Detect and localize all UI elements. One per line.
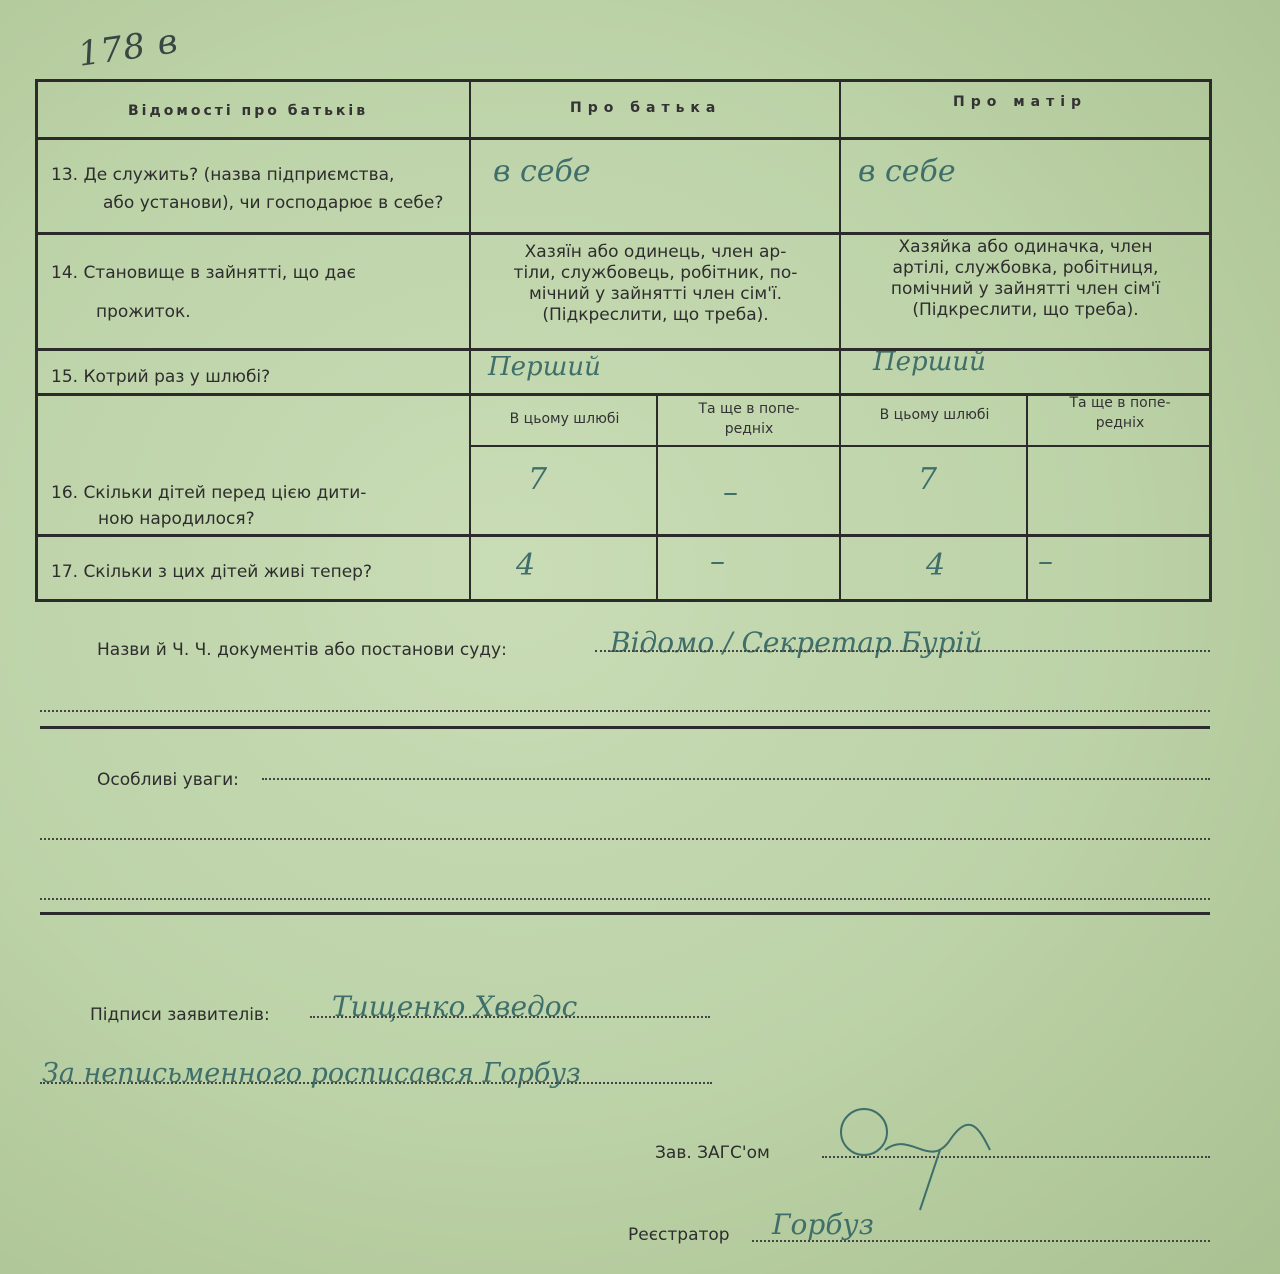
- subheader-this-marriage-mother: В цьому шлюбі: [879, 407, 990, 423]
- subheader-this-marriage-father: В цьому шлюбі: [509, 411, 620, 427]
- q13-line1: 13. Де служить? (назва підприємства,: [51, 165, 395, 185]
- signatures-value: Тищенко Хведос: [332, 990, 578, 1023]
- q17-father-this: 4: [516, 548, 536, 583]
- table-rule: [38, 232, 1209, 235]
- subheader-previous-line2: редніх: [1095, 415, 1145, 431]
- subheader-previous-line1: Та ще в попе-: [1069, 395, 1171, 411]
- q17-mother-previous: –: [1038, 544, 1053, 579]
- table-col-divider: [469, 82, 471, 599]
- header-father: Про батька: [570, 100, 722, 116]
- table-rule: [38, 137, 1209, 140]
- subheader-previous-line1: Та ще в попе-: [698, 401, 800, 417]
- q15-mother-answer: Перший: [873, 347, 986, 377]
- q15-father-answer: Перший: [488, 352, 601, 382]
- table-col-divider: [1026, 393, 1028, 599]
- subheader-previous-line2: редніх: [724, 421, 774, 437]
- registrar-dotted-line: [752, 1240, 1210, 1242]
- remarks-dotted-line: [40, 898, 1210, 900]
- illiterate-signature-note: За неписьменного росписався Горбуз: [42, 1058, 581, 1089]
- parents-info-table: [35, 79, 1212, 602]
- q14-line2: прожиток.: [96, 302, 191, 322]
- documents-label: Назви й Ч. Ч. документів або постанови суду:: [97, 640, 507, 660]
- registrar-label: Реєстратор: [628, 1225, 730, 1245]
- q16-father-this: 7: [528, 462, 548, 497]
- q14-father-options: [478, 242, 833, 326]
- q15-question: 15. Котрий раз у шлюбі?: [51, 367, 271, 387]
- head-zags-label: Зав. ЗАГС'ом: [655, 1143, 770, 1163]
- head-signature-scribble: [880, 1110, 1000, 1220]
- q14-mother-option: помічний у зайнятті член сім'ї: [890, 279, 1161, 299]
- remarks-label: Особливі уваги:: [97, 770, 239, 790]
- q17-mother-this: 4: [926, 548, 946, 583]
- q14-line1: 14. Становище в зайнятті, що дає: [51, 263, 357, 283]
- q13-father-answer: в себе: [493, 154, 591, 189]
- table-rule: [38, 534, 1209, 537]
- q16-line1: 16. Скільки дітей перед цією дити-: [51, 483, 367, 503]
- q14-mother-option: (Підкреслити, що треба).: [912, 300, 1139, 320]
- subheader-previous-father: [660, 399, 838, 439]
- q17-father-previous: –: [710, 544, 725, 579]
- q14-mother-option: артілі, службовка, робітниця,: [892, 258, 1159, 278]
- subheader-previous-mother: [1030, 393, 1210, 433]
- page-number: 178 в: [75, 21, 181, 75]
- table-col-divider: [656, 393, 658, 599]
- table-rule: [38, 348, 1209, 351]
- q13-line2: або установи), чи господарює в себе?: [103, 193, 444, 213]
- remarks-dotted-line: [262, 778, 1210, 780]
- header-mother: Про матір: [953, 94, 1088, 110]
- q14-mother-option: Хазяйка або одиначка, член: [898, 237, 1153, 257]
- q16-line2: ною народилося?: [98, 509, 255, 529]
- q14-father-option: (Підкреслити, що треба).: [542, 305, 769, 325]
- signature-dotted-line: [40, 1082, 712, 1084]
- documents-dotted-line: [595, 650, 1210, 652]
- q14-mother-options: [848, 237, 1203, 321]
- q14-father-option: мічний у зайнятті член сім'ї.: [528, 284, 783, 304]
- documents-dotted-line: [40, 710, 1210, 712]
- q17-question: 17. Скільки з цих дітей живі тепер?: [51, 562, 372, 582]
- q14-father-option: Хазяїн або одинець, член ар-: [524, 242, 787, 262]
- signature-dotted-line: [310, 1016, 710, 1018]
- q16-mother-this: 7: [918, 462, 938, 497]
- header-parents-info: Відомості про батьків: [128, 103, 369, 119]
- section-divider: [40, 912, 1210, 915]
- table-col-divider: [839, 82, 841, 599]
- q14-father-option: тіли, службовець, робітник, по-: [513, 263, 798, 283]
- section-divider: [40, 726, 1210, 729]
- registrar-signature: Горбуз: [772, 1208, 874, 1241]
- signatures-label: Підписи заявителів:: [90, 1005, 270, 1025]
- documents-value: Відомо / Секретар Бурій: [610, 626, 983, 659]
- remarks-dotted-line: [40, 838, 1210, 840]
- q13-mother-answer: в себе: [858, 154, 956, 189]
- q16-father-previous: –: [723, 475, 738, 510]
